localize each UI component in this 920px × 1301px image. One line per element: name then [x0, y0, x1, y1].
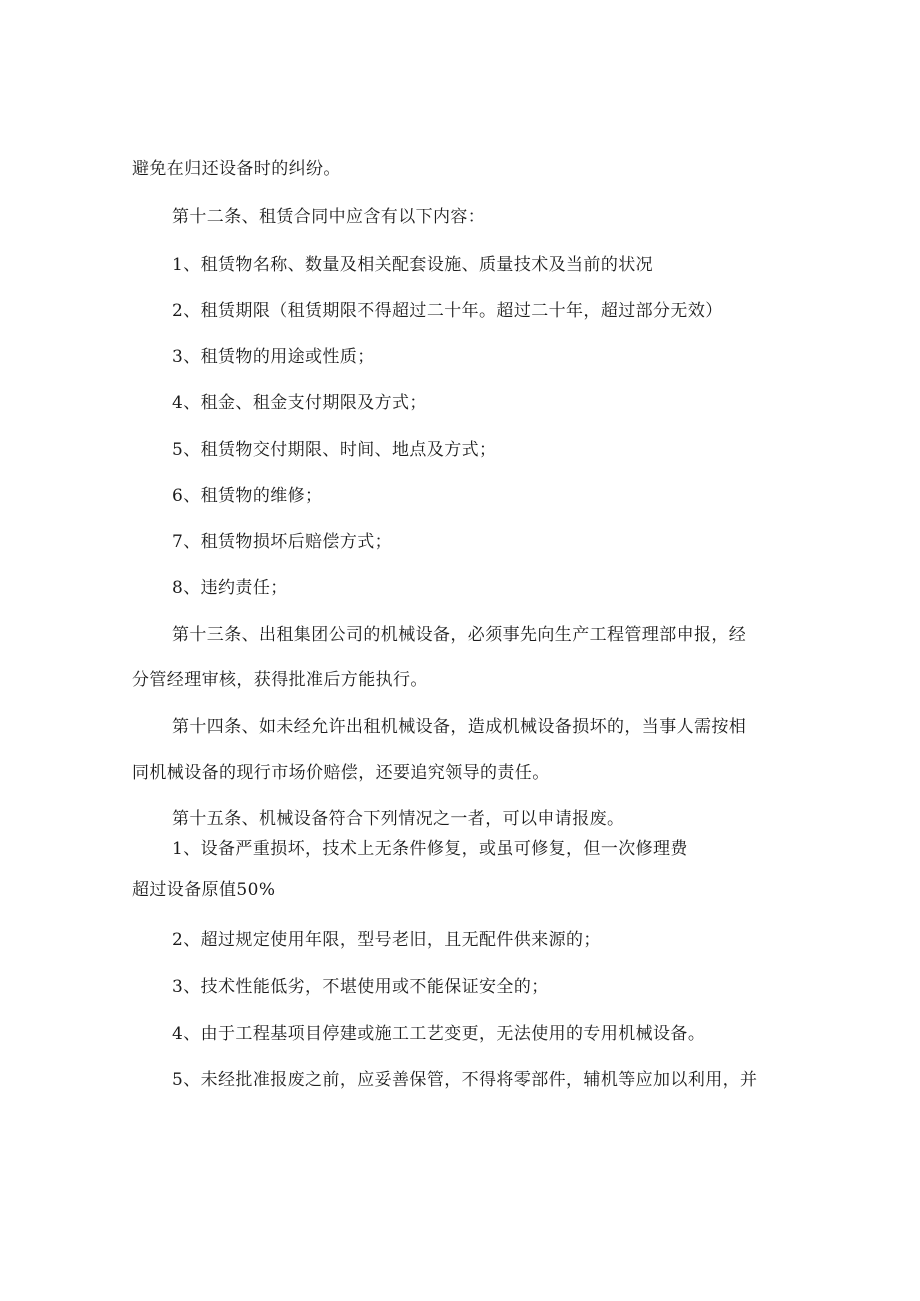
text-line-15: 第十五条、机械设备符合下列情况之一者，可以申请报废。 — [172, 809, 625, 829]
text-line-9: 7、租赁物损坏后赔偿方式； — [172, 532, 393, 552]
text-line-3: 1、租赁物名称、数量及相关配套设施、质量技术及当前的状况 — [172, 255, 654, 275]
text-line-17: 超过设备原值50% — [132, 880, 276, 900]
text-line-20: 4、由于工程基项目停建或施工工艺变更，无法使用的专用机械设备。 — [172, 1024, 706, 1044]
text-line-16: 1、设备严重损坏，技术上无条件修复，或虽可修复，但一次修理费 — [172, 839, 688, 859]
text-line-10: 8、违约责任； — [172, 578, 288, 598]
text-line-18: 2、超过规定使用年限，型号老旧，且无配件供来源的； — [172, 930, 601, 950]
text-line-7: 5、租赁物交付期限、时间、地点及方式； — [172, 440, 497, 460]
text-line-21: 5、未经批准报废之前，应妥善保管，不得将零部件，辅机等应加以利用，并 — [172, 1070, 758, 1090]
text-line-2: 第十二条、租赁合同中应含有以下内容： — [172, 207, 486, 227]
text-line-14: 同机械设备的现行市场价赔偿，还要追究领导的责任。 — [132, 763, 550, 783]
text-line-8: 6、租赁物的维修； — [172, 486, 323, 506]
text-line-11: 第十三条、出租集团公司的机械设备，必须事先向生产工程管理部申报，经 — [172, 625, 747, 645]
text-line-12: 分管经理审核，获得批准后方能执行。 — [132, 670, 428, 690]
text-line-1: 避免在归还设备时的纠纷。 — [132, 159, 341, 179]
text-line-5: 3、租赁物的用途或性质； — [172, 347, 375, 367]
text-line-13: 第十四条、如未经允许出租机械设备，造成机械设备损坏的，当事人需按相 — [172, 717, 747, 737]
text-line-6: 4、租金、租金支付期限及方式； — [172, 393, 427, 413]
text-line-4: 2、租赁期限（租赁期限不得超过二十年。超过二十年，超过部分无效） — [172, 301, 723, 321]
text-line-19: 3、技术性能低劣，不堪使用或不能保证安全的； — [172, 977, 549, 997]
